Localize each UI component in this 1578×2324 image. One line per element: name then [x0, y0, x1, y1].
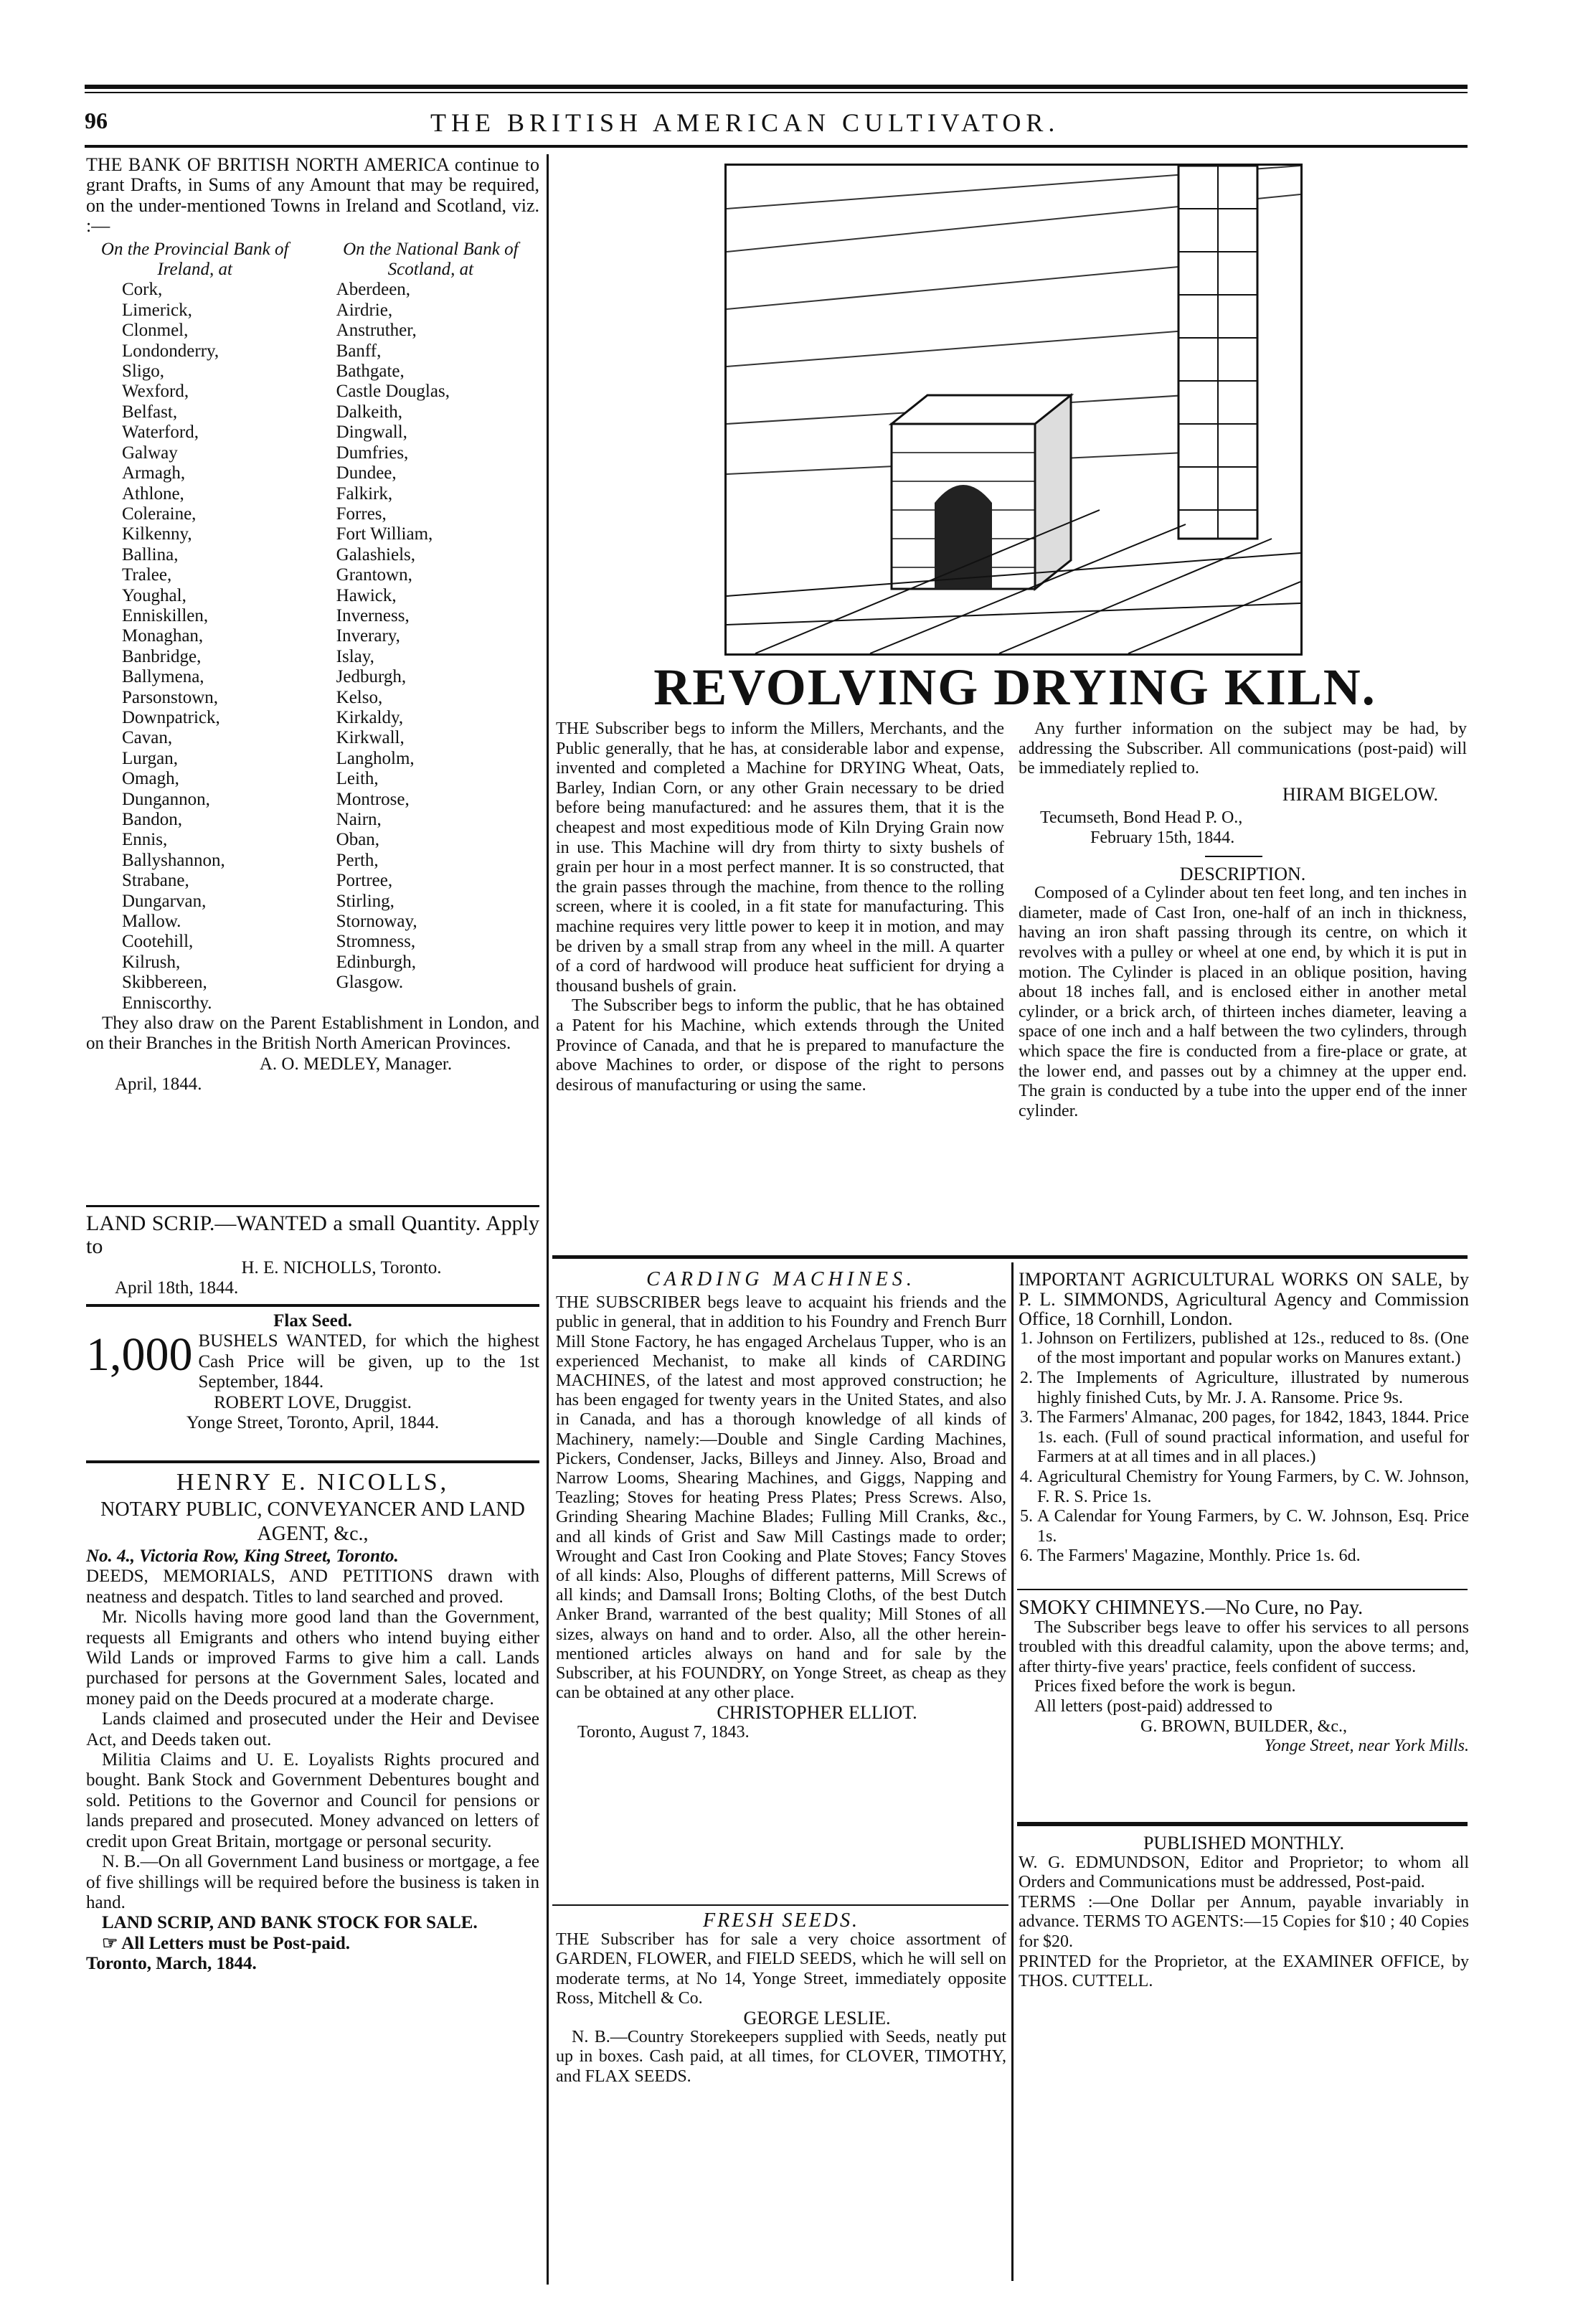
town-item: Bathgate,	[336, 362, 405, 382]
town-item: Hawick,	[336, 585, 397, 605]
ireland-towns	[86, 280, 303, 1014]
town-item: Monaghan,	[122, 626, 204, 646]
land-scrip-date: April 18th, 1844.	[115, 1278, 239, 1298]
divider	[552, 1904, 1008, 1906]
chimneys-heading: SMOKY CHIMNEYS.—No Cure, no Pay.	[1019, 1597, 1364, 1619]
seeds-body: THE Subscriber has for sale a very choice assortment of GARDEN, FLOWER, and FIELD SEEDS, which he will sell on moderate terms, at No 14, Yonge Street, immediately opposite Ross, Mitchell & Co.	[556, 1930, 1006, 2008]
column-divider-right	[1011, 1262, 1014, 2281]
town-item: Dingwall,	[336, 422, 407, 443]
published-printed: PRINTED for the Proprietor, at the EXAMINER OFFICE, by THOS. CUTTELL.	[1019, 1952, 1469, 1991]
town-item: Kilrush,	[122, 952, 181, 972]
nicolls-date: Toronto, March, 1844.	[86, 1954, 257, 1974]
town-item: Ennis,	[122, 830, 168, 850]
town-item: Sligo,	[122, 362, 165, 382]
kiln-text-right	[1019, 719, 1467, 1121]
town-item: Belfast,	[122, 402, 178, 422]
kiln-p1: THE Subscriber begs to inform the Millers, Merchants, and the Public generally, that he has, at considerable labor and expense, invented and completed a Machine for DRYING Wheat, Oats, Barley, Indian Corn, or any other Grain necessary to be dried before being manufactured: and he assures them, that it is the cheapest and most expeditious mode of Kiln Drying Grain now in use. This Machine will dry from thirty to sixty bushels of grain per hour in a most perfect manner. It is so constructed, that the grain passes through the machine, from thence to the rolling screen, where it is cooled, in a fit state for manufacturing. This machine requires very little power to keep it in motion, and may be driven by a small strap from any wheel in the mill. A quarter of a cord of hardwood will produce heat sufficient for drying a thousand bushels of grain.	[556, 719, 1004, 996]
published-terms: TERMS :—One Dollar per Annum, payable invariably in advance. TERMS TO AGENTS:—15 Copies for $10 ; 40 Copies for $20.	[1019, 1892, 1469, 1951]
town-item: Montrose,	[336, 789, 410, 809]
town-item: Castle Douglas,	[336, 382, 450, 402]
header-rule	[85, 145, 1468, 148]
page-number: 96	[85, 108, 108, 133]
town-item: Kirkwall,	[336, 728, 405, 748]
nicolls-p2: Mr. Nicolls having more good land than the Government, requests all Emigrants and others who intend buying either Wild Lands or improved Farms to give him a call. Lands purchased for persons at the Government Sales, located and money paid on the Deeds procured at a moderate charge.	[86, 1607, 539, 1709]
page-header-title: THE BRITISH AMERICAN CULTIVATOR.	[430, 108, 1060, 137]
kiln-address: Tecumseth, Bond Head P. O.,	[1040, 808, 1243, 828]
town-item: Skibbereen,	[122, 973, 207, 993]
divider	[1017, 1822, 1468, 1826]
town-item: Aberdeen,	[336, 280, 411, 300]
scotland-towns	[322, 280, 539, 993]
town-item: Stirling,	[336, 891, 394, 911]
flax-address: Yonge Street, Toronto, April, 1844.	[186, 1413, 440, 1433]
works-item: 3. The Farmers' Almanac, 200 pages, for 1842, 1843, 1844. Price 1s. each. (Full of sound practical information, and useful for Farmers at at all times and in all places.)	[1037, 1408, 1469, 1468]
kiln-drawing	[727, 166, 1300, 653]
kiln-p2: The Subscriber begs to inform the public, that he has obtained a Patent for his Machine, which extends through the United Province of Canada, and that he is prepared to manufacture the above Machines to order, or dispose of the right to persons desirous of manufacturing or using the same.	[556, 996, 1004, 1095]
chimneys-letters: All letters (post-paid) addressed to	[1034, 1696, 1272, 1716]
town-item: Islay,	[336, 646, 374, 666]
town-item: Grantown,	[336, 565, 412, 585]
nicolls-p1: DEEDS, MEMORIALS, AND PETITIONS drawn with neatness and despatch. Titles to land searched and proved.	[86, 1567, 539, 1607]
flax-heading: Flax Seed.	[273, 1311, 352, 1331]
short-rule	[1205, 856, 1262, 857]
town-item: Jedburgh,	[336, 667, 407, 687]
town-item: Waterford,	[122, 422, 199, 443]
town-item: Kirkaldy,	[336, 707, 404, 727]
works-list	[1019, 1329, 1469, 1567]
town-item: Edinburgh,	[336, 952, 416, 972]
column-divider-left	[547, 154, 549, 2285]
bank-town-lists	[86, 240, 539, 1014]
town-item: Fort William,	[336, 524, 433, 544]
kiln-signature: HIRAM BIGELOW.	[1282, 783, 1438, 805]
town-item: Airdrie,	[336, 300, 393, 320]
works-item: 4. Agricultural Chemistry for Young Farmers, by C. W. Johnson, F. R. S. Price 1s.	[1037, 1468, 1469, 1507]
ireland-heading: On the Provincial Bank of Ireland, at	[100, 239, 289, 280]
bank-advertisement	[86, 155, 539, 1095]
town-item: Kilkenny,	[122, 524, 192, 544]
nicolls-p4: Militia Claims and U. E. Loyalists Rights procured and bought. Bank Stock and Government Debentures bought and sold. Petitions to the Governor and Council for pensions or lands prepared and prosecuted. Money advanced on letters of credit upon Great Britain, mortgage or personal security.	[86, 1750, 539, 1851]
town-item: Lurgan,	[122, 748, 178, 768]
town-item: Enniscorthy.	[122, 993, 212, 1013]
town-item: Dungarvan,	[122, 891, 207, 911]
town-item: Londonderry,	[122, 341, 219, 361]
town-item: Cavan,	[122, 728, 173, 748]
town-item: Forres,	[336, 504, 387, 524]
town-item: Dumfries,	[336, 443, 409, 463]
town-item: Langholm,	[336, 748, 415, 768]
bank-signature: A. O. MEDLEY, Manager.	[259, 1054, 453, 1074]
divider	[552, 1255, 1468, 1259]
town-item: Athlone,	[122, 483, 184, 504]
town-item: Galway	[122, 443, 178, 463]
works-heading: IMPORTANT AGRICULTURAL WORKS ON SALE, by P. L. SIMMONDS, Agricultural Agency and Commission Office, 18 Cornhill, London.	[1019, 1269, 1469, 1330]
bank-date: April, 1844.	[115, 1074, 202, 1095]
nicolls-title: NOTARY PUBLIC, CONVEYANCER AND LAND AGENT, &c.,	[100, 1498, 525, 1545]
town-item: Wexford,	[122, 382, 189, 402]
town-item: Nairn,	[336, 810, 382, 829]
bank-closing: They also draw on the Parent Establishment in London, and on their Branches in the British North American Provinces.	[86, 1014, 539, 1054]
land-scrip-name: H. E. NICHOLLS, Toronto.	[241, 1258, 442, 1277]
town-item: Inverness,	[336, 605, 410, 625]
nicolls-name: HENRY E. NICOLLS,	[176, 1469, 450, 1496]
town-item: Leith,	[336, 769, 379, 789]
town-item: Dalkeith,	[336, 402, 402, 422]
town-item: Portree,	[336, 871, 393, 891]
works-item: 1. Johnson on Fertilizers, published at 12s., reduced to 8s. (One of the most important and popular works on Manures extant.)	[1037, 1329, 1469, 1369]
town-item: Anstruther,	[336, 321, 417, 341]
town-item: Downpatrick,	[122, 707, 220, 727]
town-item: Youghal,	[122, 585, 186, 605]
town-item: Galashiels,	[336, 544, 416, 565]
flax-number: 1,000	[86, 1328, 193, 1381]
land-scrip-ad	[86, 1212, 539, 1299]
published-heading: PUBLISHED MONTHLY.	[1143, 1833, 1345, 1853]
works-item: 5. A Calendar for Young Farmers, by C. W. Johnson, Esq. Price 1s.	[1037, 1507, 1469, 1546]
kiln-illustration	[724, 164, 1303, 656]
flax-name: ROBERT LOVE, Druggist.	[214, 1392, 412, 1412]
divider	[86, 1460, 539, 1463]
town-item: Falkirk,	[336, 483, 393, 504]
divider	[86, 1205, 539, 1207]
town-item: Ballymena,	[122, 667, 204, 687]
divider	[1017, 1589, 1468, 1590]
town-item: Enniskillen,	[122, 605, 209, 625]
ireland-list	[86, 240, 303, 1014]
kiln-date: February 15th, 1844.	[1090, 828, 1235, 847]
divider	[86, 1304, 539, 1307]
town-item: Perth,	[336, 850, 379, 870]
nicolls-p7: ☞ All Letters must be Post-paid.	[102, 1933, 351, 1953]
chimneys-address: Yonge Street, near York Mills.	[1264, 1737, 1469, 1756]
town-item: Stornoway,	[336, 912, 417, 932]
town-item: Oban,	[336, 830, 380, 850]
scotland-heading: On the National Bank of Scotland, at	[343, 239, 519, 280]
town-item: Ballina,	[122, 544, 179, 565]
nicolls-p3: Lands claimed and prosecuted under the Heir and Devisee Act, and Deeds taken out.	[86, 1709, 539, 1749]
top-rule-thin	[85, 92, 1468, 93]
published-ad	[1019, 1833, 1469, 1992]
nicolls-address: No. 4., Victoria Row, King Street, Toronto.	[86, 1546, 399, 1566]
scotland-list	[322, 240, 539, 1014]
seeds-signature: GEORGE LESLIE.	[743, 2008, 891, 2029]
kiln-p3: Any further information on the subject may be had, by addressing the Subscriber. All communications (post-paid) will be immediately replied to.	[1019, 719, 1467, 778]
land-scrip-text: LAND SCRIP.—WANTED a small Quantity. Apply to	[86, 1211, 539, 1258]
carding-ad	[556, 1270, 1006, 1742]
town-item: Kelso,	[336, 687, 383, 707]
carding-date: Toronto, August 7, 1843.	[577, 1722, 750, 1742]
kiln-desc-heading: DESCRIPTION.	[1179, 863, 1306, 884]
kiln-desc: Composed of a Cylinder about ten feet long, and ten inches in diameter, made of Cast Iron, one-half of an inch in thickness, having an iron shaft passing through its centre, on which it revolves with a pulley or wheel at one end, by which it is put in motion. The Cylinder is placed in an oblique position, having about 18 inches fall, and is enclosed either in another metal cylinder, or a brick arch, of thirteen inches diameter, leaving a space of one inch and a half between the two cylinders, through which space the fire is conducted from a fire-place or grate, at the lower end, and passes out by a chimney at the upper end. The grain is conducted by a tube into the upper end of the inner cylinder.	[1019, 884, 1467, 1120]
nicolls-p5: N. B.—On all Government Land business or mortgage, a fee of five shillings will be required before the business is taken in hand.	[86, 1852, 539, 1912]
bank-intro: THE BANK OF BRITISH NORTH AMERICA continue to grant Drafts, in Sums of any Amount that may be required, on the under-mentioned Towns in Ireland and Scotland, viz. :—	[86, 154, 539, 237]
chimneys-ad	[1019, 1598, 1469, 1757]
chimneys-signature: G. BROWN, BUILDER, &c.,	[1140, 1716, 1347, 1736]
town-item: Tralee,	[122, 565, 172, 585]
town-item: Bandon,	[122, 810, 183, 829]
town-item: Banff,	[336, 341, 382, 361]
town-item: Clonmel,	[122, 321, 189, 341]
town-item: Coleraine,	[122, 504, 197, 524]
town-item: Parsonstown,	[122, 687, 219, 707]
town-item: Banbridge,	[122, 646, 202, 666]
town-item: Limerick,	[122, 300, 192, 320]
town-item: Dungannon,	[122, 789, 210, 809]
chimneys-body: The Subscriber begs leave to offer his services to all persons troubled with this dreadful calamity, upon the above terms; and, after thirty-five years' practice, feels confident of success.	[1019, 1617, 1469, 1676]
works-item: 2. The Implements of Agriculture, illustrated by numerous highly finished Cuts, by Mr. J. A. Ransome. Price 9s.	[1037, 1369, 1469, 1408]
town-item: Inverary,	[336, 626, 400, 646]
kiln-heading: REVOLVING DRYING KILN.	[653, 658, 1376, 716]
town-item: Armagh,	[122, 463, 186, 483]
nicolls-ad	[86, 1468, 539, 1975]
town-item: Dundee,	[336, 463, 397, 483]
seeds-ad	[556, 1911, 1006, 2087]
town-item: Mallow.	[122, 912, 181, 932]
town-item: Omagh,	[122, 769, 179, 789]
town-item: Ballyshannon,	[122, 850, 225, 870]
top-rule	[85, 85, 1468, 89]
carding-body: THE SUBSCRIBER begs leave to acquaint his friends and the public in general, that in addition to his Foundry and French Burr Mill Stone Factory, he has engaged Archelaus Tupper, who is an experienced Mechanist, to make all kinds of CARDING MACHINES, of the latest and most approved construction; he has been engaged for twenty years in the United States, and also in Canada, and has a thorough knowledge of all kinds of Machinery, namely:—Double and Single Carding Machines, Pickers, Condenser, Jacks, Billeys and Jinney. Also, Broad and Narrow Looms, Shearing Machines, and Giggs, Napping and Teazling; Stoves for heating Press Plates; Press Screws. Also, Grinding Shearing Machine Blades; Fulling Mill Cranks, &c., and all kinds of Grist and Saw Mill Castings made to order; Wrought and Cast Iron Cooking and Plate Stoves; Fancy Stoves of all kinds: Also, Ploughs of different patterns, Mill Screws of all kinds; and Damsall Irons; Bolting Cloths, of the best Dutch Anker Brand, warranted of the best quality; Mill Stones of all sizes, always on hand and to order. Also, all the other herein-mentioned articles always on hand and for sale by the Subscriber, at his FOUNDRY, on Yonge Street, as cheap as they can be obtained at any other place.	[556, 1293, 1006, 1703]
flax-body	[86, 1328, 539, 1392]
carding-signature: CHRISTOPHER ELLIOT.	[717, 1702, 917, 1724]
seeds-nb: N. B.—Country Storekeepers supplied with Seeds, neatly put up in boxes. Cash paid, at all times, for CLOVER, TIMOTHY, and FLAX SEEDS.	[556, 2028, 1006, 2086]
carding-heading: CARDING MACHINES.	[646, 1268, 916, 1290]
town-item: Strabane,	[122, 871, 189, 891]
town-item: Cork,	[122, 280, 163, 300]
works-item: 6. The Farmers' Magazine, Monthly. Price 1s. 6d.	[1037, 1546, 1469, 1567]
town-item: Cootehill,	[122, 932, 194, 952]
chimneys-prices: Prices fixed before the work is begun.	[1034, 1677, 1296, 1696]
flax-text: BUSHELS WANTED, for which the highest Cash Price will be given, up to the 1st September, 1844.	[198, 1331, 539, 1392]
published-body: W. G. EDMUNDSON, Editor and Proprietor; to whom all Orders and Communications must be addressed, Post-paid.	[1019, 1853, 1469, 1892]
town-item: Glasgow.	[336, 973, 404, 993]
seeds-heading: FRESH SEEDS.	[703, 1909, 859, 1932]
nicolls-p6: LAND SCRIP, AND BANK STOCK FOR SALE.	[102, 1913, 478, 1933]
works-ad	[1019, 1270, 1469, 1567]
flax-seed-ad	[86, 1311, 539, 1433]
town-item: Stromness,	[336, 932, 416, 952]
kiln-text-left	[556, 719, 1004, 1095]
